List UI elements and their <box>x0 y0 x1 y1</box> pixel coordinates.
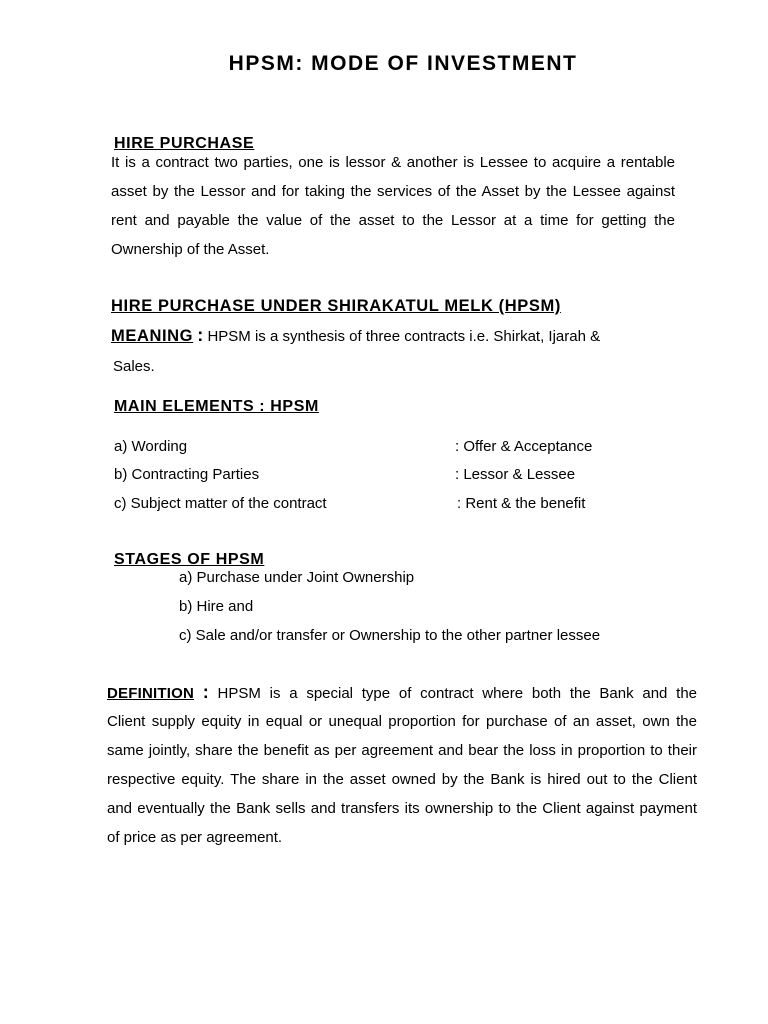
document-title: HPSM: MODE OF INVESTMENT <box>228 52 578 75</box>
main-element-value: : Rent & the benefit <box>457 495 586 512</box>
main-element-label: a) Wording <box>114 438 188 455</box>
hire-purchase-heading: HIRE PURCHASE <box>114 135 255 152</box>
meaning-label: MEANING <box>111 327 194 345</box>
stage-item: b) Hire and <box>179 598 254 615</box>
main-element-value: : Offer & Acceptance <box>455 438 593 455</box>
stage-item: a) Purchase under Joint Ownership <box>179 569 415 586</box>
definition-first-line <box>107 678 697 708</box>
meaning-colon: : <box>197 325 204 345</box>
definition-label: DEFINITION <box>107 685 194 702</box>
main-elements-heading: MAIN ELEMENTS : HPSM <box>114 398 319 415</box>
meaning-text-line1: HPSM is a synthesis of three contracts i.e. Shirkat, Ijarah & <box>207 328 601 345</box>
meaning-text-line2: Sales. <box>113 358 155 375</box>
hpsm-heading: HIRE PURCHASE UNDER SHIRAKATUL MELK (HPSM) <box>111 297 561 315</box>
definition-text: Client supply equity in equal or unequal proportion for purchase of an asset, own the same jointly, share the benefit as per agreement and bear the loss in proportion to their respective equity. The share in the asset owned by the Bank is hired out to the Client and eventually the Bank sells and transfers its ownership to the Client against payment of price as per agreement. <box>107 713 697 846</box>
main-element-label: b) Contracting Parties <box>114 466 260 483</box>
hire-purchase-text: It is a contract two parties, one is lessor & another is Lessee to acquire a rentable asset by the Lessor and for taking the services of the Asset by the Lessee against rent and payable the value of the asset to the Lessor at a time for getting the Ownership of the Asset. <box>111 154 675 258</box>
main-element-label: c) Subject matter of the contract <box>114 495 327 512</box>
main-element-value: : Lessor & Lessee <box>455 466 576 483</box>
stages-heading: STAGES OF HPSM <box>114 551 265 568</box>
stage-item: c) Sale and/or transfer or Ownership to the other partner lessee <box>179 627 601 644</box>
meaning-line <box>111 325 600 346</box>
definition-colon: : <box>202 682 209 702</box>
definition-text-line1: HPSM is a special type of contract where both the Bank and the <box>217 685 698 702</box>
